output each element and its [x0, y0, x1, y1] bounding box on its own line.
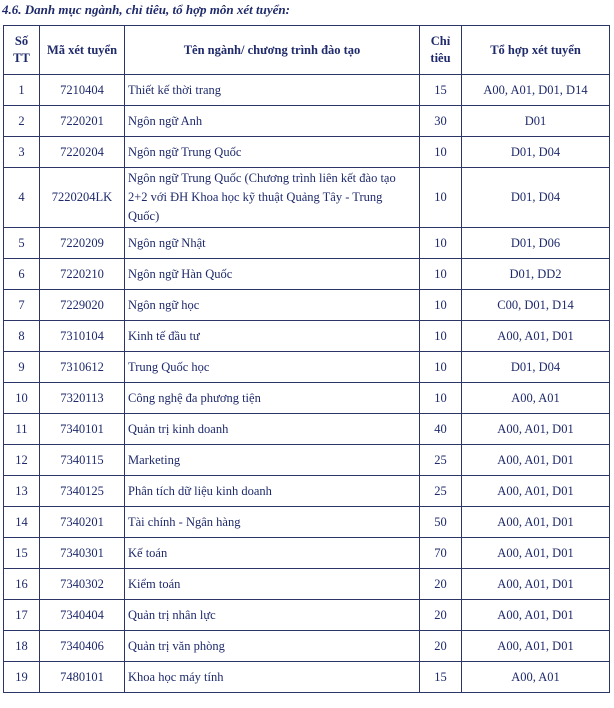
section-heading: 4.6. Danh mục ngành, chỉ tiêu, tổ hợp môn xét tuyển: [2, 2, 290, 17]
table-row [4, 168, 610, 228]
table-header-row [4, 26, 610, 75]
cell-combo: A00, A01, D01 [462, 507, 610, 538]
table-row [4, 631, 610, 662]
table-row [4, 228, 610, 259]
cell-name: Ngôn ngữ học [125, 290, 420, 321]
cell-code: 7340115 [40, 445, 125, 476]
cell-quota: 20 [420, 631, 462, 662]
cell-name: Trung Quốc học [125, 352, 420, 383]
cell-code: 7340101 [40, 414, 125, 445]
cell-name: Ngôn ngữ Anh [125, 106, 420, 137]
table-row [4, 137, 610, 168]
cell-quota: 25 [420, 445, 462, 476]
cell-quota: 25 [420, 476, 462, 507]
cell-quota: 30 [420, 106, 462, 137]
cell-stt: 2 [4, 106, 40, 137]
cell-quota: 15 [420, 75, 462, 106]
header-stt [4, 26, 40, 75]
cell-stt: 6 [4, 259, 40, 290]
cell-name: Quản trị nhân lực [125, 600, 420, 631]
table-row [4, 445, 610, 476]
header-stt-line2: TT [13, 51, 30, 65]
cell-code: 7340302 [40, 569, 125, 600]
cell-code: 7220209 [40, 228, 125, 259]
cell-stt: 7 [4, 290, 40, 321]
cell-quota: 40 [420, 414, 462, 445]
cell-combo: D01, D04 [462, 137, 610, 168]
table-row [4, 662, 610, 693]
table-row [4, 600, 610, 631]
cell-name: Công nghệ đa phương tiện [125, 383, 420, 414]
cell-stt: 4 [4, 168, 40, 228]
cell-name: Ngôn ngữ Trung Quốc [125, 137, 420, 168]
cell-stt: 12 [4, 445, 40, 476]
header-combo: Tổ hợp xét tuyển [462, 26, 610, 75]
header-quota [420, 26, 462, 75]
cell-quota: 10 [420, 290, 462, 321]
table-row [4, 383, 610, 414]
cell-code: 7340406 [40, 631, 125, 662]
cell-name: Kinh tế đầu tư [125, 321, 420, 352]
header-code: Mã xét tuyển [40, 26, 125, 75]
cell-code: 7340125 [40, 476, 125, 507]
header-stt-line1: Số [14, 34, 29, 48]
cell-code: 7310104 [40, 321, 125, 352]
cell-combo: D01, D06 [462, 228, 610, 259]
cell-combo: A00, A01, D01 [462, 445, 610, 476]
table-row [4, 569, 610, 600]
table-row [4, 538, 610, 569]
cell-stt: 10 [4, 383, 40, 414]
header-quota-line2: tiêu [430, 51, 451, 65]
table-row [4, 321, 610, 352]
cell-name: Ngôn ngữ Trung Quốc (Chương trình liên kết đào tạo 2+2 với ĐH Khoa học kỹ thuật Quảng Tây - Trung Quốc) [125, 168, 420, 228]
cell-quota: 15 [420, 662, 462, 693]
table-row [4, 106, 610, 137]
table-row [4, 352, 610, 383]
cell-name: Tài chính - Ngân hàng [125, 507, 420, 538]
cell-combo: C00, D01, D14 [462, 290, 610, 321]
cell-quota: 10 [420, 321, 462, 352]
cell-code: 7320113 [40, 383, 125, 414]
cell-code: 7310612 [40, 352, 125, 383]
cell-quota: 10 [420, 259, 462, 290]
cell-stt: 9 [4, 352, 40, 383]
cell-code: 7340201 [40, 507, 125, 538]
cell-combo: D01, D04 [462, 352, 610, 383]
cell-quota: 10 [420, 352, 462, 383]
cell-name: Phân tích dữ liệu kinh doanh [125, 476, 420, 507]
cell-quota: 70 [420, 538, 462, 569]
cell-quota: 10 [420, 137, 462, 168]
cell-stt: 11 [4, 414, 40, 445]
cell-quota: 20 [420, 600, 462, 631]
cell-quota: 50 [420, 507, 462, 538]
cell-combo: A00, A01, D01 [462, 600, 610, 631]
header-name: Tên ngành/ chương trình đào tạo [125, 26, 420, 75]
cell-name: Marketing [125, 445, 420, 476]
cell-quota: 20 [420, 569, 462, 600]
cell-combo: A00, A01, D01 [462, 476, 610, 507]
cell-stt: 19 [4, 662, 40, 693]
cell-name: Quản trị kinh doanh [125, 414, 420, 445]
cell-code: 7210404 [40, 75, 125, 106]
cell-combo: A00, A01 [462, 662, 610, 693]
cell-combo: A00, A01, D01 [462, 538, 610, 569]
cell-stt: 1 [4, 75, 40, 106]
table-row [4, 414, 610, 445]
cell-quota: 10 [420, 383, 462, 414]
cell-name: Ngôn ngữ Hàn Quốc [125, 259, 420, 290]
cell-name: Kế toán [125, 538, 420, 569]
table-row [4, 259, 610, 290]
cell-stt: 18 [4, 631, 40, 662]
cell-code: 7340404 [40, 600, 125, 631]
cell-name: Thiết kế thời trang [125, 75, 420, 106]
cell-code: 7480101 [40, 662, 125, 693]
cell-combo: A00, A01 [462, 383, 610, 414]
cell-stt: 14 [4, 507, 40, 538]
cell-code: 7220210 [40, 259, 125, 290]
cell-stt: 8 [4, 321, 40, 352]
cell-quota: 10 [420, 168, 462, 228]
cell-quota: 10 [420, 228, 462, 259]
table-row [4, 476, 610, 507]
cell-code: 7229020 [40, 290, 125, 321]
cell-combo: A00, A01, D01 [462, 414, 610, 445]
admission-table [3, 25, 610, 693]
cell-stt: 16 [4, 569, 40, 600]
cell-code: 7220201 [40, 106, 125, 137]
cell-name: Quản trị văn phòng [125, 631, 420, 662]
cell-combo: D01, DD2 [462, 259, 610, 290]
cell-name: Khoa học máy tính [125, 662, 420, 693]
header-quota-line1: Chỉ [430, 34, 451, 48]
cell-code: 7220204LK [40, 168, 125, 228]
cell-combo: A00, A01, D01 [462, 321, 610, 352]
cell-stt: 5 [4, 228, 40, 259]
cell-combo: A00, A01, D01 [462, 569, 610, 600]
cell-name: Kiểm toán [125, 569, 420, 600]
cell-code: 7220204 [40, 137, 125, 168]
cell-stt: 3 [4, 137, 40, 168]
cell-stt: 17 [4, 600, 40, 631]
cell-stt: 13 [4, 476, 40, 507]
cell-combo: D01 [462, 106, 610, 137]
cell-name: Ngôn ngữ Nhật [125, 228, 420, 259]
table-row [4, 507, 610, 538]
table-row [4, 290, 610, 321]
cell-combo: A00, A01, D01, D14 [462, 75, 610, 106]
cell-combo: D01, D04 [462, 168, 610, 228]
cell-combo: A00, A01, D01 [462, 631, 610, 662]
cell-stt: 15 [4, 538, 40, 569]
table-row [4, 75, 610, 106]
cell-code: 7340301 [40, 538, 125, 569]
